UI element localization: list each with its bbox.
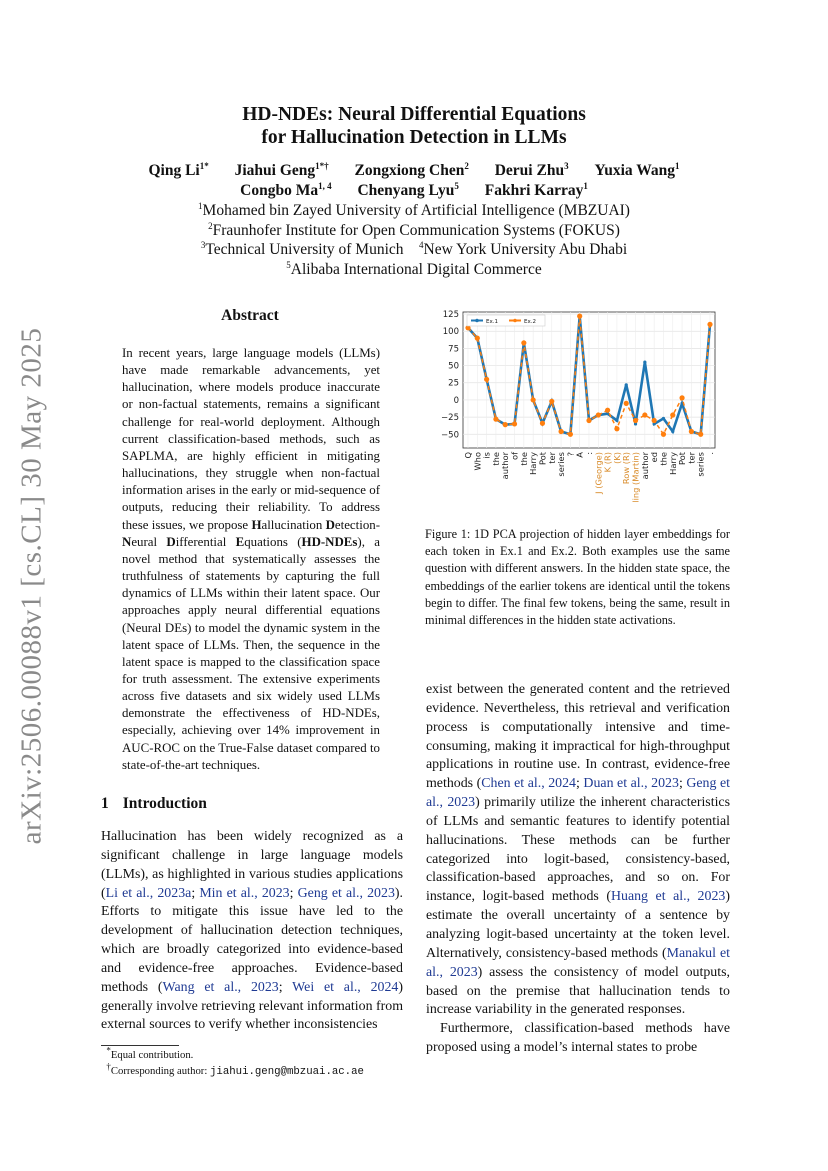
x-tick-label: Harry bbox=[528, 452, 539, 475]
x-tick-label: the bbox=[658, 452, 669, 466]
data-point bbox=[671, 430, 674, 433]
data-point bbox=[577, 314, 582, 319]
author: Derui Zhu$^3$ bbox=[494, 160, 569, 179]
legend-label: Ex.1 bbox=[486, 319, 498, 325]
data-point bbox=[475, 336, 480, 341]
x-tick-label: author bbox=[639, 452, 650, 480]
data-point bbox=[614, 426, 619, 431]
data-point bbox=[670, 412, 675, 417]
data-point bbox=[679, 395, 684, 400]
x-tick-label: series bbox=[556, 452, 567, 477]
data-point bbox=[586, 418, 591, 423]
data-point bbox=[625, 383, 628, 386]
abstract-heading: Abstract bbox=[221, 307, 279, 324]
data-point bbox=[624, 401, 629, 406]
author: Jiahui Geng$^{1*\dagger}$ bbox=[234, 160, 329, 179]
x-tick-label: (K) bbox=[611, 452, 622, 464]
title-line-1: HD-NDEs: Neural Differential Equations bbox=[242, 104, 586, 125]
author: Congbo Ma$^{1, 4}$ bbox=[240, 180, 332, 199]
x-tick-label: Who bbox=[472, 452, 483, 471]
data-point bbox=[512, 421, 517, 426]
y-tick-label: −50 bbox=[441, 430, 459, 441]
author-list bbox=[0, 161, 828, 201]
data-point bbox=[661, 432, 666, 437]
citation-link[interactable]: Manakul et al., 2023 bbox=[426, 945, 731, 980]
legend-label: Ex.2 bbox=[524, 319, 536, 325]
data-point bbox=[642, 412, 647, 417]
footnote: *Equal contribution. bbox=[106, 1045, 194, 1061]
data-point bbox=[605, 408, 610, 413]
paper-title bbox=[0, 103, 828, 149]
citation-link[interactable]: Huang et al., 2023 bbox=[610, 889, 726, 905]
legend-marker bbox=[475, 319, 479, 323]
abstract-body: In recent years, large language models (LLMs) have made remarkable advancements, yet hallucination, where models produce inaccurate or non-factual statements, remains a significant challenge for real-world deployment. Although current classification-based methods, such as SAPLMA, are highly efficient in mitigating hallucinations, they struggle when non-factual information arises in the early or mid-sequence of outputs, reducing their reliability. To address these issues, we propose Hallucination Detection-Neural Differential Equations (HD-NDEs), a novel method that systematically assesses the truthfulness of statements by capturing the full dynamics of LLMs within their latent space. Our approaches apply neural differential equations (Neural DEs) to model the dynamic system in the latent space of LLMs. Then, the sequence in the latent space is mapped to the classification space for truth assessment. The extensive experiments across five datasets and six widely used LLMs demonstrate the effectiveness of HD-NDEs, especially, achieving over 14% improvement in AUC-ROC on the True-False dataset compared to state-of-the-art techniques. bbox=[122, 346, 380, 772]
x-tick-label: is bbox=[481, 452, 492, 459]
data-point bbox=[689, 429, 694, 434]
figure-1-caption: Figure 1: 1D PCA projection of hidden layer embeddings for each token in Ex.1 and Ex.2. Both examples use the same question with different answers. In the hidden state space, the embeddings of the earlier tokens are identical until the tokens begin to differ. The final few tokens, being the same, result in minimal differences in the hidden state activations. bbox=[425, 527, 730, 628]
title-line-2: for Hallucination Detection in LLMs bbox=[261, 127, 567, 148]
x-tick-label: series bbox=[695, 452, 706, 477]
intro-paragraph: Hallucination has been widely recognized as a significant challenge in large language models (LLMs), as highlighted in various studies applications (Li et al., 2023a; Min et al., 2023; Geng et al., 2023). Efforts to mitigate this issue have led to the development of hallucination detection techniques, which are broadly categorized into evidence-based and evidence-free approaches. Evidence-based methods (Wang et al., 2023; Wei et al., 2024) generally involve retrieving relevant information from external sources to verify whether inconsistencies bbox=[101, 829, 404, 1033]
footnotes bbox=[101, 1045, 364, 1080]
x-tick-label: Pot bbox=[677, 452, 688, 466]
y-tick-label: 0 bbox=[453, 395, 459, 406]
data-point bbox=[698, 432, 703, 437]
author: Chenyang Lyu$^5$ bbox=[357, 180, 459, 199]
data-point bbox=[531, 397, 536, 402]
x-tick-label: Row (R) bbox=[621, 452, 632, 485]
citation-link[interactable]: Geng et al., 2023 bbox=[426, 776, 731, 811]
email-link[interactable]: jiahui.geng@mbzuai.ac.ae bbox=[210, 1065, 364, 1078]
data-point bbox=[707, 322, 712, 327]
y-tick-label: 75 bbox=[448, 344, 459, 355]
paragraph: Furthermore, classification-based methods have proposed using a model’s internal states to probe bbox=[426, 1021, 730, 1056]
x-tick-label: ling (Martin) bbox=[630, 452, 641, 503]
data-point bbox=[652, 418, 657, 423]
footnote: †Corresponding author: jiahui.geng@mbzuai.ac.ae bbox=[106, 1060, 364, 1078]
x-tick-label: the bbox=[490, 452, 501, 466]
x-tick-label: author bbox=[500, 452, 511, 480]
data-point bbox=[643, 361, 646, 364]
y-tick-label: −25 bbox=[441, 413, 459, 424]
citation-link[interactable]: Duan et al., 2023 bbox=[583, 776, 679, 792]
data-point bbox=[493, 417, 498, 422]
data-point bbox=[558, 429, 563, 434]
data-point bbox=[521, 340, 526, 345]
data-point bbox=[615, 419, 618, 422]
x-tick-label: A bbox=[574, 452, 585, 458]
affiliation: $^5$Alibaba International Digital Commerce bbox=[286, 259, 542, 278]
data-point bbox=[484, 377, 489, 382]
affiliation: $^1$Mohamed bin Zayed University of Artificial Intelligence (MBZUAI) bbox=[198, 200, 630, 219]
section-heading: 1 Introduction bbox=[101, 795, 207, 812]
y-tick-label: 50 bbox=[448, 361, 459, 372]
data-point bbox=[549, 399, 554, 404]
x-tick-label: ter bbox=[686, 452, 697, 464]
y-tick-label: 125 bbox=[442, 310, 459, 321]
data-point bbox=[633, 418, 638, 423]
x-tick-label: Harry bbox=[667, 452, 678, 475]
x-tick-label: K (R) bbox=[602, 452, 613, 473]
data-point bbox=[568, 432, 573, 437]
affiliations bbox=[0, 201, 828, 279]
citation-link[interactable]: Wang et al., 2023 bbox=[162, 979, 279, 995]
arxiv-id: arXiv:2506.00088v1 [cs.CL] 30 May 2025 bbox=[15, 327, 48, 845]
x-tick-label: of bbox=[509, 452, 520, 460]
citation-link[interactable]: Li et al., 2023a bbox=[105, 885, 192, 901]
y-tick-label: 25 bbox=[448, 378, 459, 389]
x-tick-label: the bbox=[518, 452, 529, 466]
legend-marker bbox=[513, 319, 517, 323]
author: Qing $Li^{1*}$ bbox=[148, 160, 209, 179]
citation-link[interactable]: Min et al., 2023 bbox=[199, 885, 290, 901]
figure-1-chart bbox=[410, 305, 735, 515]
data-point bbox=[540, 421, 545, 426]
author: Zongxiong Chen$^2$ bbox=[354, 160, 469, 179]
affiliation-row: $^3$Technical University of Munich $^4$New York University Abu Dhabi bbox=[200, 240, 628, 259]
x-tick-label: Q bbox=[463, 452, 473, 459]
citation-link[interactable]: Chen et al., 2024 bbox=[481, 776, 576, 792]
intro-paragraph-continued: exist between the generated content and the retrieved evidence. Nevertheless, this retrieval and verification process is computationally intensive and time-consuming, making it impractical for high-throughput applications in routine use. In contrast, evidence-free methods (Chen et al., 2024; Duan et al., 2023; Geng et al., 2023) primarily utilize the inherent characteristics of LLMs and semantic features to identify potential hallucinations. These methods can be further categorized into logit-based, consistency-based, classification-based approaches, and so on. For instance, logit-based methods (Huang et al., 2023) estimate the overall uncertainty of a sentence by analyzing logit-based uncertainty at the token level. Alternatively, consistency-based methods (Manakul et al., 2023) assess the consistency of model outputs, based on the premise that hallucination tends to increase variability in the generated responses. Furthermore, classification-based methods have proposed using a model’s internal states to probe bbox=[426, 681, 730, 1058]
citation-link[interactable]: Geng et al., 2023 bbox=[297, 885, 395, 901]
y-tick-label: 100 bbox=[442, 327, 459, 338]
data-point bbox=[596, 412, 601, 417]
author-row-1 bbox=[0, 161, 828, 181]
author: Fakhri Karray$^1$ bbox=[484, 180, 588, 199]
x-tick-label: : bbox=[584, 452, 594, 455]
data-point bbox=[662, 417, 665, 420]
footnote-rule bbox=[101, 1045, 179, 1046]
x-tick-label: ? bbox=[565, 452, 576, 457]
x-tick-label: J (George) bbox=[593, 452, 604, 494]
x-tick-label: Pot bbox=[537, 452, 548, 466]
x-tick-label: . bbox=[705, 452, 715, 455]
citation-link[interactable]: Wei et al., 2024 bbox=[292, 979, 399, 995]
author: Yuxia Wang$^1$ bbox=[594, 160, 680, 179]
affiliation: $^2$Fraunhofer Institute for Open Communication Systems (FOKUS) bbox=[208, 220, 620, 239]
x-tick-label: ed bbox=[649, 452, 660, 463]
x-tick-label: ter bbox=[546, 452, 557, 464]
data-point bbox=[503, 422, 508, 427]
arxiv-sidebar bbox=[12, 327, 52, 845]
author-row-2 bbox=[0, 181, 828, 201]
